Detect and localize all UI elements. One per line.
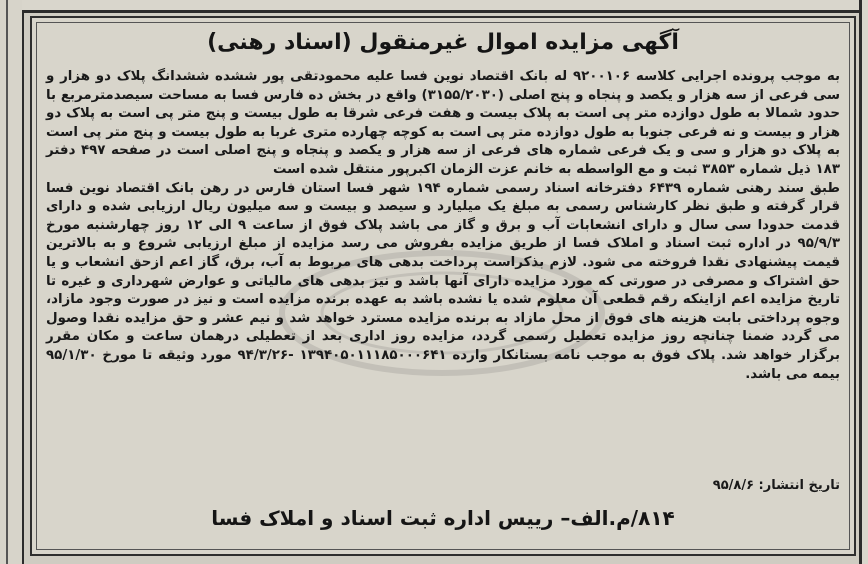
auction-notice (30, 16, 856, 556)
notice-paragraph: به موجب پرونده اجرایی کلاسه ۹۲۰۰۱۰۶ له بانک اقتصاد نوین فسا علیه محمودتقی پور ششده ششدانگ پلاک دو هزار و سی فرعی از سه هزار و یکصد و پنجاه و پنج اصلی (۳۱۵۵/۲۰۳۰) واقع در بخش ده فارس فسا به مساحت سیصدمترمربع با حدود شمالا به طول دوازده متر پی است به پلاک بیست و هفت فرعی شرقا به طول بیست و پنج متر پی است به پلاک دو هزار و بیست و نه فرعی جنوبا به طول دوازده متر پی است به کوچه چهارده متری غربا به طول بیست و پنج متر پی است به پلاک دو هزار و سی و یک فرعی شماره های فرعی از سه هزار و یکصد و پنجاه و پنج اصلی است در صفحه ۴۹۷ دفتر ۱۸۳ ذیل شماره ۳۸۵۳ ثبت و مع الواسطه به خانم عزت الزمان اکبرپور منتقل شده است (46, 69, 840, 177)
notice-body (46, 68, 840, 384)
adjacent-column-edge (0, 0, 24, 564)
notice-signature: ۸۱۴/م.الف– رییس اداره ثبت اسناد و املاک فسا (211, 506, 675, 530)
publish-date: تاریخ انتشار: ۹۵/۸/۶ (712, 478, 840, 493)
adjacent-ad-edge-top (22, 0, 868, 13)
adjacent-ad-edge-right (859, 0, 868, 564)
notice-paragraph: طبق سند رهنی شماره ۶۴۳۹ دفترخانه اسناد رسمی شماره ۱۹۴ شهر فسا استان فارس در رهن بانک اقتصاد نوین فسا قرار گرفته و طبق نظر کارشناس رسمی به مبلغ یک میلیارد و سیصد و بیست و سه میلیون ریال ارزیابی شده و دارای قدمت حدودا سی سال و دارای انشعابات آب و برق و گاز می باشد پلاک فوق از ساعت ۹ الی ۱۲ روز چهارشنبه مورخ ۹۵/۹/۳ در اداره ثبت اسناد و املاک فسا از طریق مزایده بفروش می رسد مزایده از مبلغ ارزیابی شروع و به بالاترین قیمت پیشنهادی نقدا فروخته می شود. لازم بذکراست پرداخت بدهی های مربوط به آب، برق، گاز اعم ازحق انشعاب و یا حق اشتراک و مصرفی در صورتی که مورد مزایده دارای آنها باشد و نیز بدهی های مالیاتی و عوارض شهرداری و غیره تا تاریخ مزایده اعم ازاینکه رقم قطعی آن معلوم شده یا نشده باشد به عهده برنده مزایده است و نیز در صورت وجود مازاد، وجوه پرداختی بابت هزینه های فوق از محل مازاد به برنده مزایده مسترد خواهد شد و نیم عشر و حق مزایده نقدا وصول می گردد ضمنا چنانچه روز مزایده تعطیل رسمی گردد، مزایده روز اداری بعد از تعطیلی درهمان ساعت و مکان مقرر برگزار خواهد شد. پلاک فوق به موجب نامه بستانکار وارده ۱۳۹۴۰۵۰۱۱۱۸۵۰۰۰۶۴۱ -۹۴/۳/۲۶ مورد وثیقه تا مورخ ۹۵/۱/۳۰ بیمه می باشد. (46, 180, 840, 382)
notice-title: آگهی مزایده اموال غیرمنقول (اسناد رهنی) (207, 30, 679, 55)
